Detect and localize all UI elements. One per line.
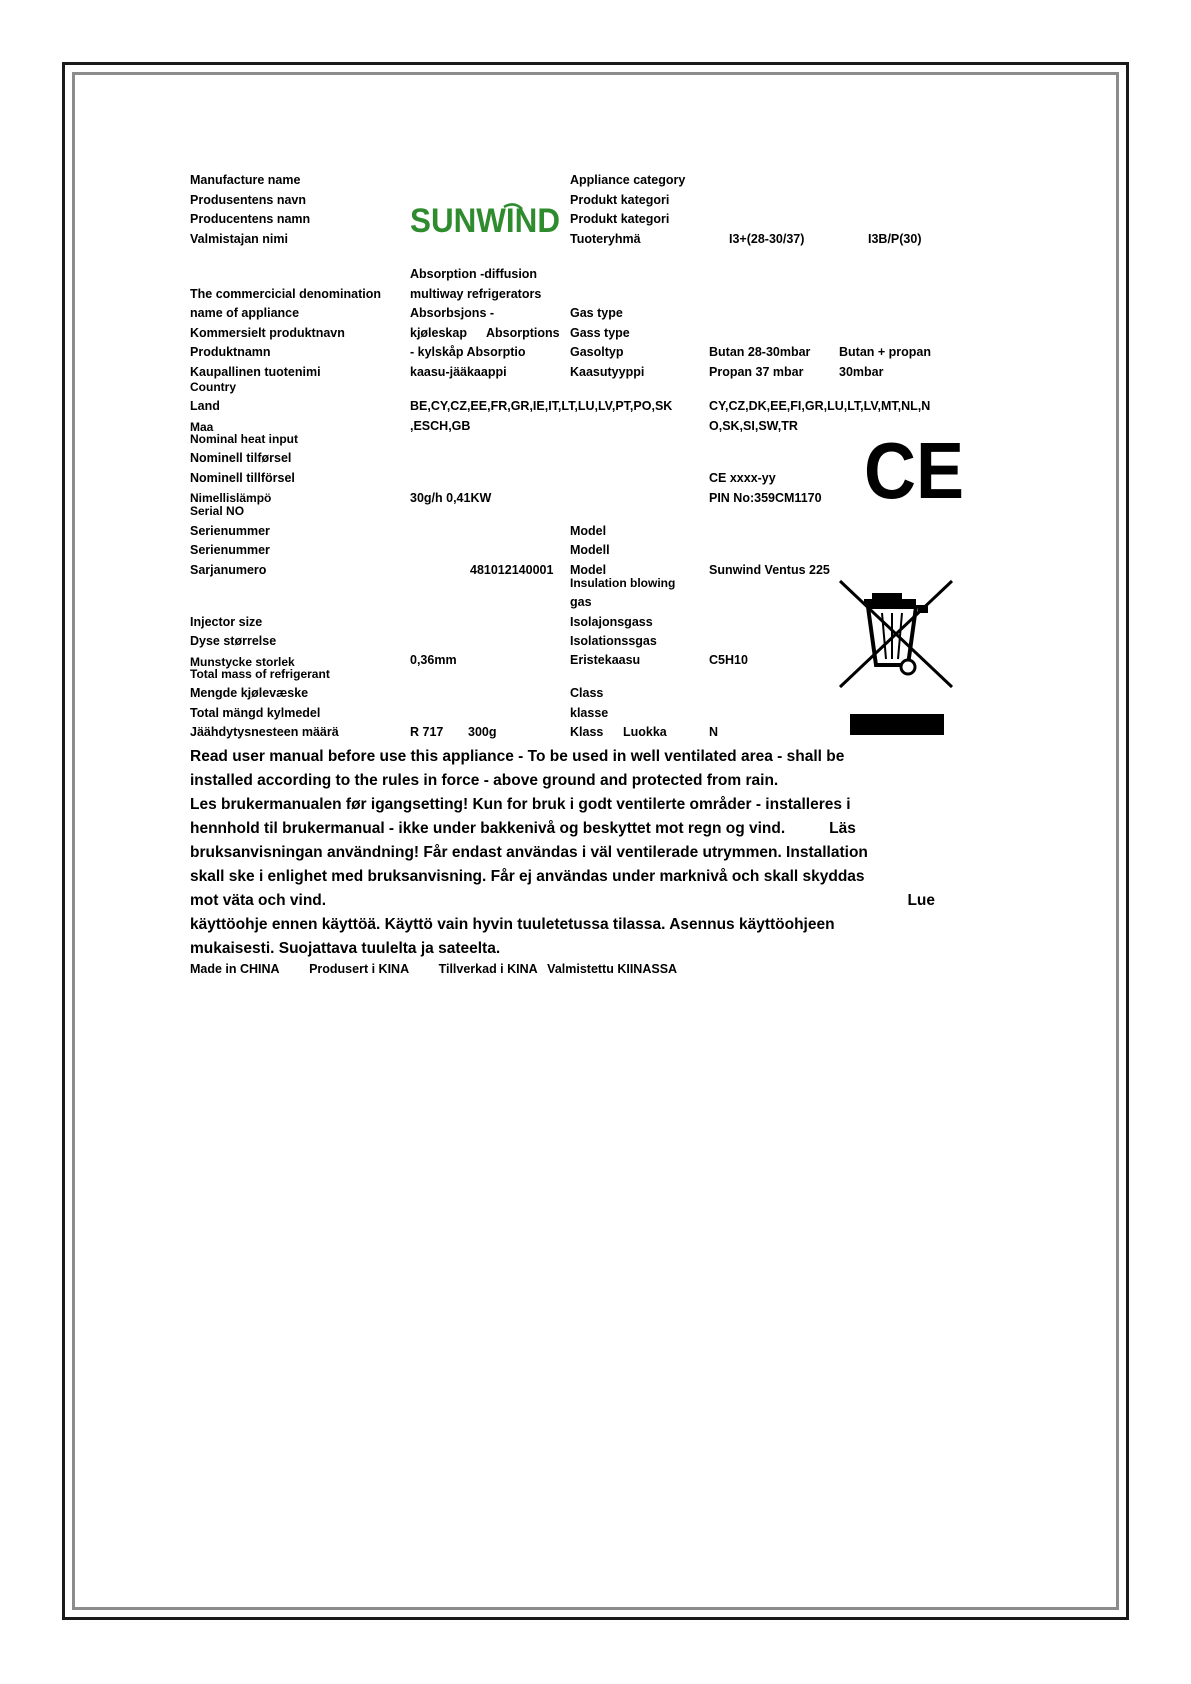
heat-value: 30g/h 0,41KW — [410, 491, 492, 505]
notice-line-4a: hennhold til brukermanual - ikke under bakkenivå og beskyttet mot regn og vind. — [190, 820, 786, 837]
notice-line-7b: Lue — [907, 892, 935, 909]
label-nominal-heat-input: Nominal heat input — [190, 432, 298, 446]
label-class: Class — [570, 686, 604, 700]
label-eristekaasu: Eristekaasu — [570, 653, 641, 667]
label-gas-type: Gas type — [570, 306, 623, 320]
label-total-mass: Total mass of refrigerant — [190, 667, 330, 681]
label-munstycke-storlek: Munstycke storlek — [190, 655, 295, 669]
notice-line-4 — [190, 817, 950, 841]
serial-value: 481012140001 — [470, 563, 554, 577]
notice-line-4b: Läs — [829, 820, 856, 837]
redaction-bar — [850, 714, 944, 735]
label-kaupallinen-tuotenimi: Kaupallinen tuotenimi — [190, 365, 321, 379]
label-name-of-appliance: name of appliance — [190, 306, 300, 320]
class-value: N — [709, 725, 719, 739]
label-insulation-blowing: Insulation blowing — [570, 576, 676, 590]
label-maa: Maa — [190, 420, 214, 434]
notice-line-9: mukaisesti. Suojattava tuulelta ja sateelta. — [190, 940, 501, 957]
denomination-line-2: multiway refrigerators — [410, 287, 542, 301]
insulation-value: C5H10 — [709, 653, 748, 667]
label-produkt-kategori-2: Produkt kategori — [570, 212, 670, 226]
gas-value-3: Propan 37 mbar — [709, 365, 804, 379]
notice-line-5: bruksanvisningan användning! Får endast användas i väl ventilerade utrymmen. Installation — [190, 844, 868, 861]
ce-mark-text: CE — [864, 426, 964, 515]
denomination-line-6: kaasu-jääkaappi — [410, 365, 507, 379]
label-dyse-storrelse: Dyse størrelse — [190, 634, 277, 648]
countries-col1-line1: BE,CY,CZ,EE,FR,GR,IE,IT,LT,LU,LV,PT,PO,SK — [410, 399, 673, 413]
denomination-line-3: Absorbsjons - — [410, 306, 495, 320]
pin-number: PIN No:359CM1170 — [709, 491, 822, 505]
label-model-2: Model — [570, 563, 607, 577]
gas-value-4: 30mbar — [839, 365, 884, 379]
refrigerant-mass: 300g — [468, 725, 497, 739]
notice-line-8: käyttöohje ennen käyttöä. Käyttö vain hyvin tuuletetussa tilassa. Asennus käyttöohjeen — [190, 916, 835, 933]
denomination-line-1: Absorption -diffusion — [410, 267, 538, 281]
category-value-2: I3B/P(30) — [868, 232, 922, 246]
ce-code: CE xxxx-yy — [709, 471, 776, 485]
countries-col1-line2: ,ESCH,GB — [410, 419, 471, 433]
label-isolationssgas: Isolationssgas — [570, 634, 657, 648]
label-gass-type: Gass type — [570, 326, 630, 340]
label-sarjanumero: Sarjanumero — [190, 563, 267, 577]
made-in-sv: Tillverkad i KINA — [438, 962, 538, 976]
label-klasse: klasse — [570, 706, 609, 720]
label-jaahdytysnesteen: Jäähdytysnesteen määrä — [190, 725, 339, 739]
injector-value: 0,36mm — [410, 653, 457, 667]
ce-mark-icon — [864, 426, 964, 515]
label-gasoltyp: Gasoltyp — [570, 345, 624, 359]
label-produkt-kategori-1: Produkt kategori — [570, 193, 670, 207]
label-isolajonsgass: Isolajonsgass — [570, 615, 653, 629]
label-injector-size: Injector size — [190, 615, 263, 629]
denomination-line-5: - kylskåp Absorptio — [410, 345, 526, 359]
made-in-en: Made in CHINA — [190, 962, 280, 976]
refrigerant-type: R 717 — [410, 725, 444, 739]
label-gas: gas — [570, 595, 592, 609]
label-land: Land — [190, 399, 220, 413]
label-produsentens-navn: Produsentens navn — [190, 193, 306, 207]
label-serial-no: Serial NO — [190, 504, 245, 518]
label-producentens-namn: Producentens namn — [190, 212, 311, 226]
notice-line-6: skall ske i enlighet med bruksanvisning. Får ej användas under marknivå och skall skyddas — [190, 868, 865, 885]
label-tuoteryhma: Tuoteryhmä — [570, 232, 641, 246]
gas-value-1: Butan 28-30mbar — [709, 345, 811, 359]
notice-line-3: Les brukermanualen før igangsetting! Kun for bruk i godt ventilerte områder - installeres i — [190, 796, 851, 813]
label-kommersielt-produktnavn: Kommersielt produktnavn — [190, 326, 345, 340]
made-in-fi: Valmistettu KIINASSA — [547, 962, 678, 976]
label-kaasutyyppi: Kaasutyyppi — [570, 365, 645, 379]
denomination-line-4a: kjøleskap — [410, 326, 467, 340]
label-nominell-tillforsel: Nominell tillförsel — [190, 471, 295, 485]
label-modell: Modell — [570, 543, 610, 557]
logo-text: SUNWIND — [410, 202, 560, 240]
notice-line-2: installed according to the rules in force - above ground and protected from rain. — [190, 772, 779, 789]
weee-crossed-bin-icon — [836, 577, 956, 691]
notice-line-1: Read user manual before use this appliance - To be used in well ventilated area - shall be — [190, 748, 845, 765]
made-in-line — [190, 962, 703, 976]
label-serienummer-2: Serienummer — [190, 543, 270, 557]
label-nimellislampo: Nimellislämpö — [190, 491, 272, 505]
label-klass: Klass — [570, 725, 604, 739]
sunwind-logo — [410, 199, 562, 239]
denomination-line-4b: Absorptions — [486, 326, 560, 340]
countries-col2-line2: O,SK,SI,SW,TR — [709, 419, 798, 433]
countries-col2-line1: CY,CZ,DK,EE,FI,GR,LU,LT,LV,MT,NL,N — [709, 399, 931, 413]
label-luokka: Luokka — [623, 725, 667, 739]
label-serienummer-1: Serienummer — [190, 524, 270, 538]
notice-line-7 — [190, 889, 935, 913]
label-country: Country — [190, 380, 236, 394]
safety-notice — [190, 745, 950, 961]
label-valmistajan-nimi: Valmistajan nimi — [190, 232, 288, 246]
label-model-1: Model — [570, 524, 607, 538]
label-produktnamn: Produktnamn — [190, 345, 271, 359]
notice-line-7a: mot väta och vind. — [190, 892, 327, 909]
made-in-no: Produsert i KINA — [309, 962, 410, 976]
label-nominell-tilforsel: Nominell tilførsel — [190, 451, 292, 465]
gas-value-2: Butan + propan — [839, 345, 932, 359]
label-manufacture-name: Manufacture name — [190, 173, 301, 187]
category-value-1: I3+(28-30/37) — [729, 232, 805, 246]
label-commercial-denomination: The commercicial denomination — [190, 287, 382, 301]
label-mengde-kjolevaeske: Mengde kjølevæske — [190, 686, 309, 700]
label-appliance-category: Appliance category — [570, 173, 686, 187]
label-total-mangd: Total mängd kylmedel — [190, 706, 321, 720]
model-value: Sunwind Ventus 225 — [709, 563, 830, 577]
